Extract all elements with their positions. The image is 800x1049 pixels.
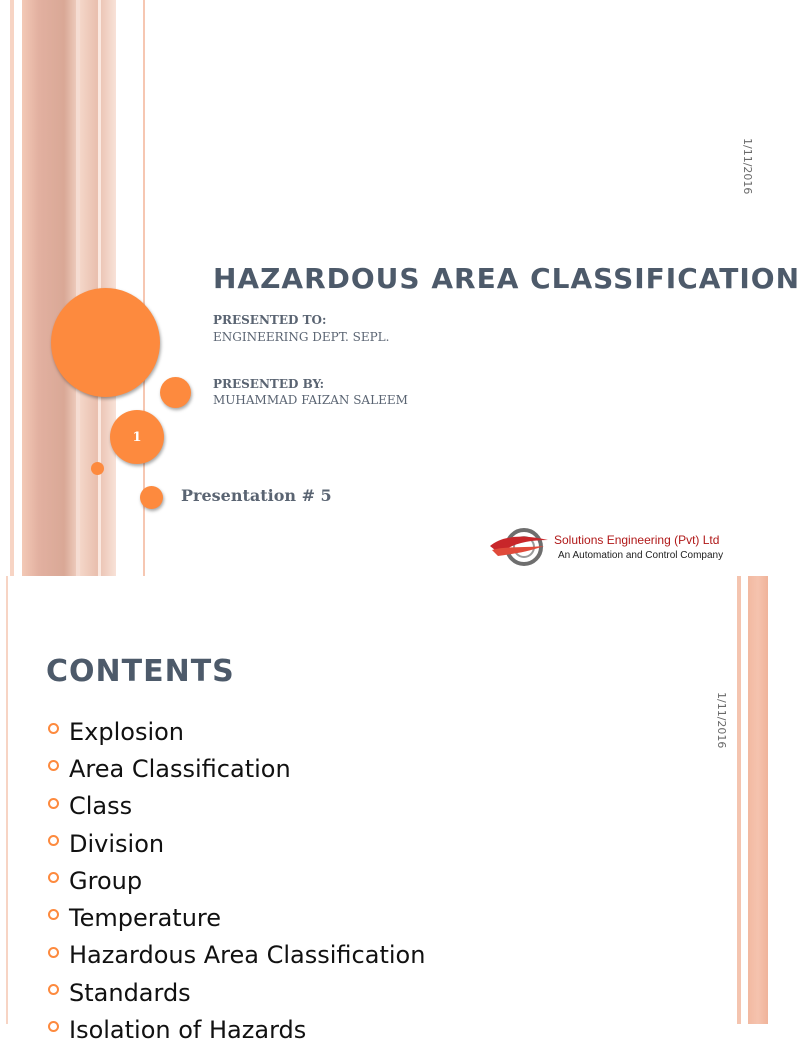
stripe-band <box>10 0 14 576</box>
stripe-band <box>6 576 8 1024</box>
circle-bullet-icon <box>48 984 59 995</box>
company-tagline: An Automation and Control Company <box>558 550 724 561</box>
large-circle-decoration <box>51 288 160 397</box>
presented-to-label: PRESENTED TO: <box>213 313 327 327</box>
list-item: Area Classification <box>46 750 425 787</box>
list-item: Hazardous Area Classification <box>46 937 425 974</box>
list-item: Temperature <box>46 899 425 936</box>
company-logo <box>488 524 758 570</box>
presentation-number: Presentation # 5 <box>181 486 332 505</box>
circle-bullet-icon <box>48 909 59 920</box>
list-item: Group <box>46 862 425 899</box>
tiny-circle-decoration <box>91 462 104 475</box>
circle-bullet-icon <box>48 723 59 734</box>
company-name: Solutions Engineering (Pvt) Ltd <box>554 533 720 547</box>
contents-slide <box>0 576 768 1045</box>
page-number: 1 <box>132 429 142 445</box>
list-item: Isolation of Hazards <box>46 1011 425 1048</box>
stripe-band <box>76 0 80 576</box>
bullet-circle-decoration <box>140 486 163 509</box>
page-number-circle <box>110 410 164 464</box>
presentation-title: HAZARDOUS AREA CLASSIFICATION <box>213 262 800 295</box>
circle-bullet-icon <box>48 760 59 771</box>
presented-to-value: ENGINEERING DEPT. SEPL. <box>213 330 390 344</box>
stripe-band <box>737 576 741 1024</box>
circle-bullet-icon <box>48 798 59 809</box>
circle-bullet-icon <box>48 947 59 958</box>
slide-date: 1/11/2016 <box>741 138 754 195</box>
contents-title: CONTENTS <box>46 654 235 689</box>
stripe-band <box>748 576 768 1024</box>
circle-bullet-icon <box>48 1021 59 1032</box>
presented-by-value: MUHAMMAD FAIZAN SALEEM <box>213 393 408 407</box>
small-circle-decoration <box>160 377 191 408</box>
slide-date: 1/11/2016 <box>715 692 728 749</box>
list-item: Class <box>46 788 425 825</box>
presented-by-label: PRESENTED BY: <box>213 377 325 391</box>
circle-bullet-icon <box>48 835 59 846</box>
swoosh-logo-icon <box>488 524 552 570</box>
circle-bullet-icon <box>48 872 59 883</box>
list-item: Standards <box>46 974 425 1011</box>
list-item: Division <box>46 825 425 862</box>
list-item: Explosion <box>46 713 425 750</box>
contents-list <box>46 713 425 1049</box>
